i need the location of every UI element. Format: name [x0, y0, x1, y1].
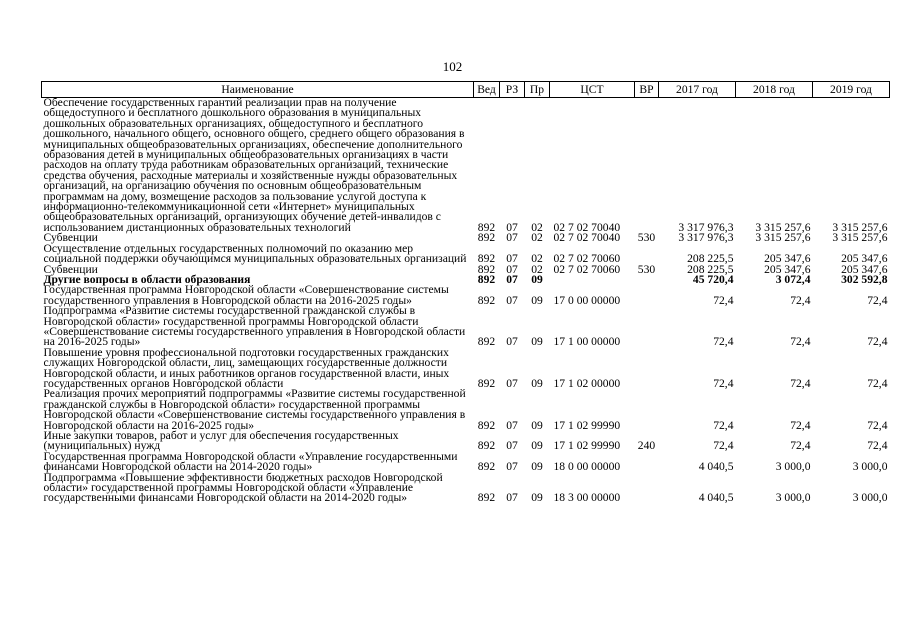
cell-pr: 02	[531, 220, 543, 234]
cell-rz: 07	[506, 262, 518, 276]
cell-ved: 892	[477, 491, 496, 505]
cell-2019: 72,4	[867, 418, 888, 432]
cell-pr: 09	[531, 335, 543, 349]
header-pr: Пр	[525, 82, 550, 98]
cell-vr	[635, 275, 659, 285]
cell-2019: 3 315 257,6	[832, 231, 888, 245]
cell-vr	[635, 389, 659, 431]
table-row	[42, 98, 890, 234]
table-row	[42, 473, 890, 504]
cell-cst: 17 1 00 00000	[553, 335, 621, 349]
cell-2019: 205 347,6	[841, 252, 888, 266]
cell-pr: 09	[531, 439, 543, 453]
cell-rz: 07	[506, 272, 518, 286]
cell-name: Обеспечение государственных гарантий реализации прав на получение общедоступного и бесплатного дошкольного образования в муниципальных дошкольных образовательных организациях, общедоступного и бесплатного дошкольного, начального общего, основного общего, среднего общего образования в муниципальных общеобразовательных организациях, обеспечение дополнительного образования детей в муниципальных общеобразовательных организациях в части расходов на оплату труда работникам образовательных организаций, технические средства обучения, расходные материалы и хозяйственные нужды образовательных организаций, на организацию обучения по основным общеобразовательным программам на дому, возмещение расходов за пользование услугой доступа к информационно-телекоммуникационной сети «Интернет» муниципальных общеобразовательных организаций, организующих обучение детей-инвалидов с использованием дистанционных образовательных технологий	[43, 96, 465, 234]
header-name: Наименование	[42, 82, 474, 98]
cell-ved: 892	[477, 418, 496, 432]
header-vr: ВР	[635, 82, 659, 98]
cell-2018: 3 072,4	[775, 272, 811, 286]
cell-rz: 07	[506, 418, 518, 432]
cell-2017: 3 317 976,3	[678, 220, 734, 234]
cell-vr	[635, 285, 659, 306]
cell-ved: 892	[477, 252, 496, 266]
cell-cst: 02 7 02 70040	[553, 231, 621, 245]
cell-2017: 4 040,5	[698, 491, 734, 505]
cell-2018: 205 347,6	[764, 252, 811, 266]
cell-name: Подпрограмма «Развитие системы государственной гражданской службы в Новгородской области» государственной программы Новгородской области «Совершенствование системы государственного управления в Новгородской области на 2016-2025 годы»	[43, 304, 466, 349]
cell-rz: 07	[506, 491, 518, 505]
cell-2019: 205 347,6	[841, 262, 888, 276]
cell-vr: 240	[637, 439, 656, 453]
cell-rz: 07	[506, 220, 518, 234]
cell-rz: 07	[506, 376, 518, 390]
cell-cst: 17 1 02 00000	[553, 376, 621, 390]
cell-2017: 72,4	[713, 293, 734, 307]
cell-2017: 4 040,5	[698, 460, 734, 474]
cell-vr	[635, 244, 659, 265]
cell-2018: 72,4	[790, 376, 811, 390]
cell-rz: 07	[506, 231, 518, 245]
page-number: 102	[442, 59, 463, 74]
cell-2019: 72,4	[867, 439, 888, 453]
cell-cst: 18 0 00 00000	[553, 460, 621, 474]
cell-ved: 892	[477, 460, 496, 474]
cell-2018: 205 347,6	[764, 262, 811, 276]
cell-cst: 18 3 00 00000	[553, 491, 621, 505]
cell-vr: 530	[637, 262, 656, 276]
cell-2019: 72,4	[867, 335, 888, 349]
cell-name: Государственная программа Новгородской области «Управление государственными финансами Новгородской области на 2014-2020 годы»	[43, 449, 458, 474]
cell-rz: 07	[506, 335, 518, 349]
cell-name: Повышение уровня профессиональной подготовки государственных гражданских служащих Новгородской области, лиц, замещающих государственные должности Новгородской области, и иных работников органов государственной власти, иных государственных органов Новгородской области	[43, 345, 450, 390]
table-row	[42, 348, 890, 390]
cell-pr: 02	[531, 252, 543, 266]
cell-2017: 72,4	[713, 335, 734, 349]
cell-vr	[635, 348, 659, 390]
cell-2019: 3 000,0	[852, 460, 888, 474]
table-row	[42, 389, 890, 431]
cell-pr: 09	[531, 376, 543, 390]
cell-cst	[550, 275, 635, 285]
cell-cst: 17 1 02 99990	[553, 418, 621, 432]
header-2017: 2017 год	[659, 82, 736, 98]
cell-ved: 892	[477, 272, 496, 286]
cell-name: Реализация прочих мероприятий подпрограммы «Развитие системы государственной гражданской службы в Новгородской области» государственной программы Новгородской области «Совершенствование системы государственного управления в Новгородской области на 2016-2025 годы»	[43, 387, 466, 432]
cell-pr: 09	[531, 460, 543, 474]
cell-name: Субвенции	[43, 262, 98, 276]
cell-2017: 72,4	[713, 376, 734, 390]
cell-ved: 892	[477, 220, 496, 234]
cell-ved: 892	[477, 293, 496, 307]
cell-2017: 72,4	[713, 418, 734, 432]
cell-2017: 45 720,4	[692, 272, 734, 286]
cell-cst: 02 7 02 70040	[553, 220, 621, 234]
cell-2019: 72,4	[867, 293, 888, 307]
cell-name: Подпрограмма «Повышение эффективности бюджетных расходов Новгородской области» государственной программы Новгородской области «Управление государственными финансами Новгородской области на 2014-2020 годы»	[43, 470, 443, 505]
table-row	[42, 285, 890, 306]
header-rz: РЗ	[500, 82, 525, 98]
table-row	[42, 431, 890, 452]
cell-name: Субвенции	[43, 231, 98, 245]
header-ved: Вед	[474, 82, 500, 98]
cell-2019: 3 000,0	[852, 491, 888, 505]
cell-2018: 3 315 257,6	[755, 220, 811, 234]
cell-2018: 3 000,0	[775, 491, 811, 505]
cell-2018: 3 315 257,6	[755, 231, 811, 245]
cell-pr: 09	[531, 272, 543, 286]
table-row	[42, 452, 890, 473]
cell-ved: 892	[477, 335, 496, 349]
table-body	[42, 98, 890, 504]
cell-2018: 3 000,0	[775, 460, 811, 474]
cell-2017: 3 317 976,3	[678, 231, 734, 245]
cell-2019: 72,4	[867, 376, 888, 390]
cell-2017: 208 225,5	[687, 252, 734, 266]
cell-cst: 02 7 02 70060	[553, 252, 621, 266]
cell-2018: 72,4	[790, 293, 811, 307]
cell-rz: 07	[506, 439, 518, 453]
cell-rz: 07	[506, 460, 518, 474]
cell-vr	[635, 452, 659, 473]
header-2019: 2019 год	[813, 82, 890, 98]
cell-name: Осуществление отдельных государственных полномочий по оказанию мер социальной поддержки обучающимся муниципальных образовательных организаций	[43, 241, 467, 266]
cell-rz: 07	[506, 293, 518, 307]
cell-vr: 530	[637, 231, 656, 245]
cell-2017: 208 225,5	[687, 262, 734, 276]
cell-cst: 17 1 02 99990	[553, 439, 621, 453]
cell-rz: 07	[506, 252, 518, 266]
cell-2019: 3 315 257,6	[832, 220, 888, 234]
cell-cst: 17 0 00 00000	[553, 293, 621, 307]
cell-2018: 72,4	[790, 418, 811, 432]
cell-ved: 892	[477, 376, 496, 390]
cell-ved: 892	[477, 231, 496, 245]
budget-table	[41, 81, 890, 504]
header-cst: ЦСТ	[550, 82, 635, 98]
table-row	[42, 306, 890, 348]
cell-ved: 892	[477, 262, 496, 276]
header-2018: 2018 год	[736, 82, 813, 98]
cell-2018: 72,4	[790, 439, 811, 453]
cell-pr: 09	[531, 293, 543, 307]
cell-vr	[635, 98, 659, 234]
cell-name: Иные закупки товаров, работ и услуг для обеспечения государственных (муниципальных) нужд	[43, 429, 399, 453]
cell-ved: 892	[477, 439, 496, 453]
cell-name: Другие вопросы в области образования	[43, 272, 251, 286]
cell-pr: 09	[531, 491, 543, 505]
cell-vr	[635, 306, 659, 348]
cell-cst: 02 7 02 70060	[553, 262, 621, 276]
cell-vr	[635, 473, 659, 504]
cell-2019: 302 592,8	[841, 272, 888, 286]
cell-pr: 02	[531, 231, 543, 245]
table-row	[42, 244, 890, 265]
cell-2018: 72,4	[790, 335, 811, 349]
cell-name: Государственная программа Новгородской области «Совершенствование системы государственного управления в Новгородской области на 2016-2025 годы»	[43, 283, 449, 307]
cell-pr: 09	[531, 418, 543, 432]
cell-pr: 02	[531, 262, 543, 276]
cell-2017: 72,4	[713, 439, 734, 453]
